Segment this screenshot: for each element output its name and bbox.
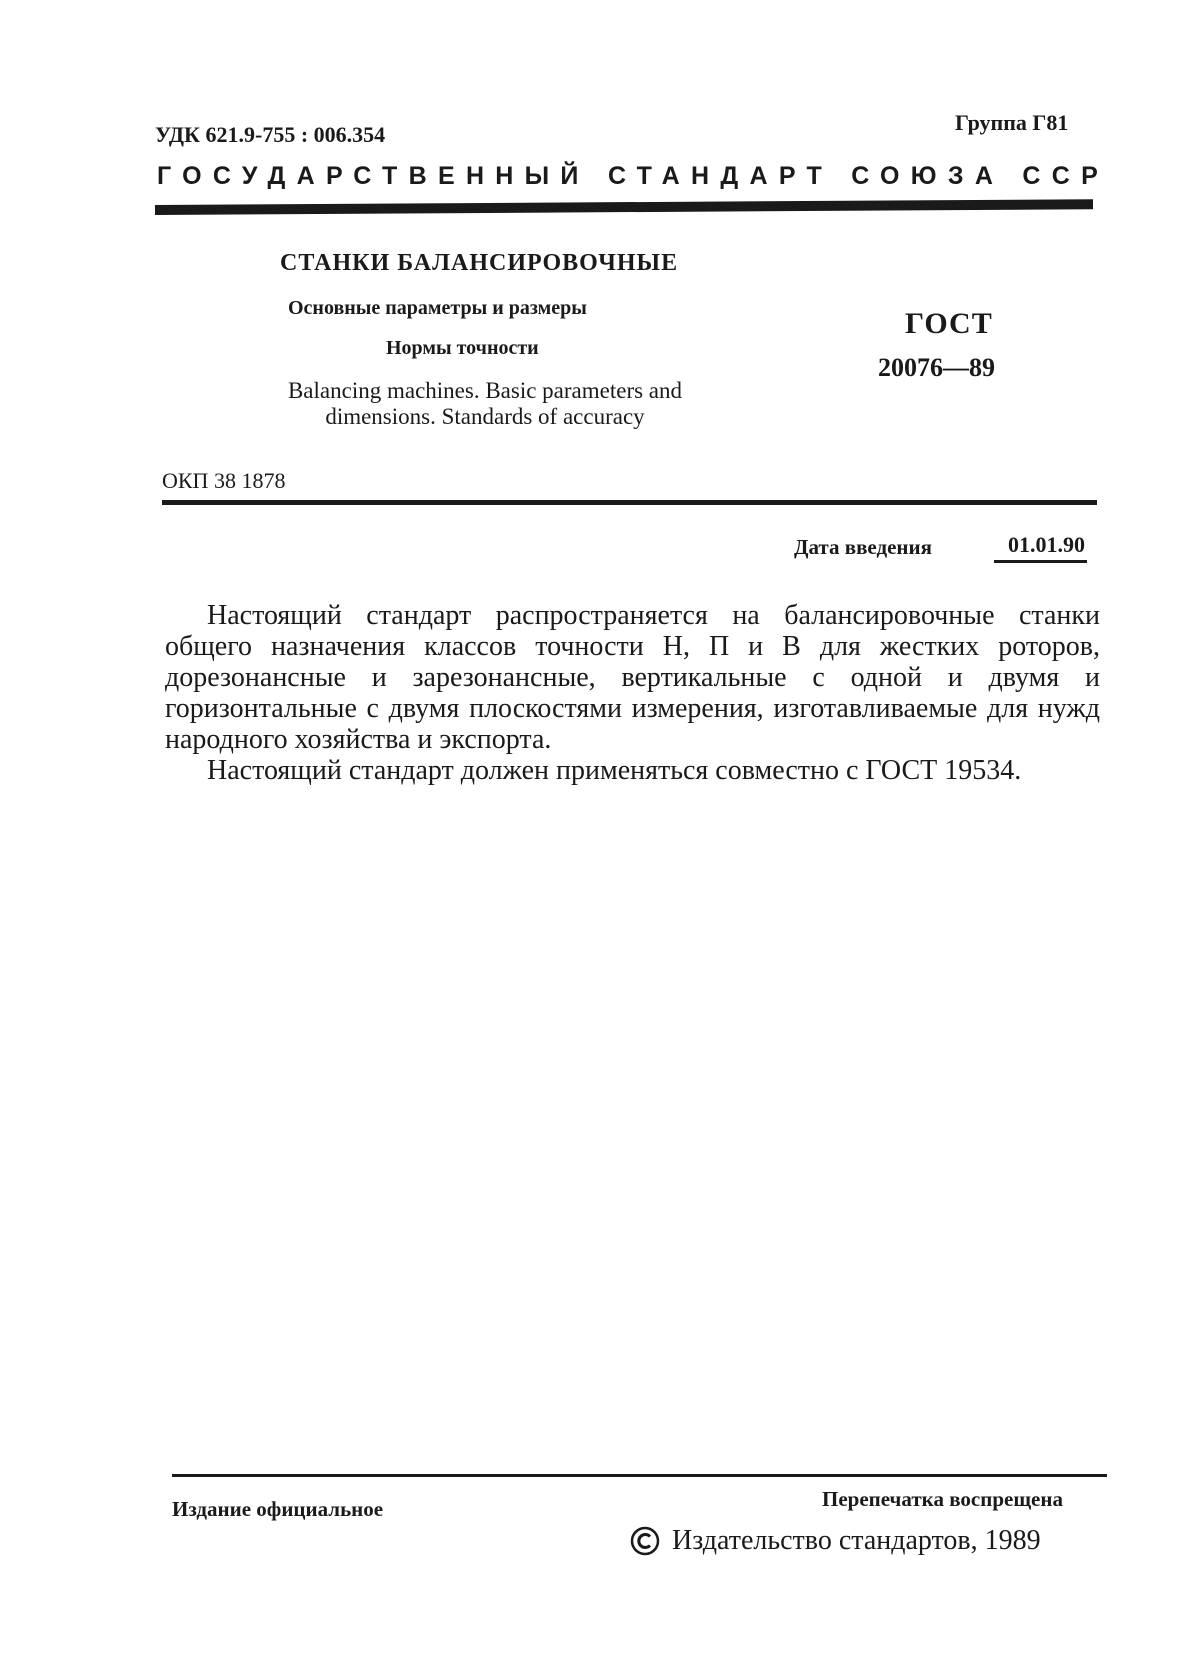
- copyright-icon: [630, 1526, 660, 1556]
- reprint-prohibited-label: Перепечатка воспрещена: [822, 1487, 1063, 1511]
- gost-number: 20076—89: [878, 353, 995, 382]
- introduction-date-value: 01.01.90: [994, 532, 1087, 563]
- group-code: Группа Г81: [955, 110, 1069, 135]
- copyright-line: [630, 1525, 1041, 1557]
- document-subtitle-parameters: Основные параметры и размеры: [288, 297, 587, 319]
- okp-code: ОКП 38 1878: [162, 468, 286, 493]
- body-paragraph-scope: Настоящий стандарт распространяется на балансировочные станки общего назначения классов точности Н, П и В для жестких роторов, дорезонансные и зарезонансные, вертикальные с одной и двумя и горизонтальные с двумя плоскостями измерения, изготавливаемые для нужд народного хозяйства и экспорта.: [165, 600, 1100, 755]
- publisher-text: Издательство стандартов, 1989: [672, 1525, 1041, 1556]
- english-title: Balancing machines. Basic parameters and dimensions. Standards of accuracy: [287, 378, 683, 429]
- state-standard-heading: ГОСУДАРСТВЕННЫЙ СТАНДАРТ СОЮЗА ССР: [157, 162, 1110, 190]
- document-title: СТАНКИ БАЛАНСИРОВОЧНЫЕ: [280, 250, 679, 276]
- title-block-rule: [162, 500, 1097, 505]
- document-body: [165, 600, 1100, 786]
- official-edition-label: Издание официальное: [172, 1497, 384, 1521]
- gost-label: ГОСТ: [905, 307, 993, 340]
- udk-code: УДК 621.9-755 : 006.354: [155, 122, 386, 147]
- footer-rule: [172, 1474, 1107, 1477]
- introduction-date-label: Дата введения: [794, 535, 932, 559]
- header-rule: [155, 199, 1093, 215]
- document-subtitle-accuracy: Нормы точности: [386, 337, 539, 359]
- body-paragraph-related-standard: Настоящий стандарт должен применяться совместно с ГОСТ 19534.: [207, 755, 1022, 786]
